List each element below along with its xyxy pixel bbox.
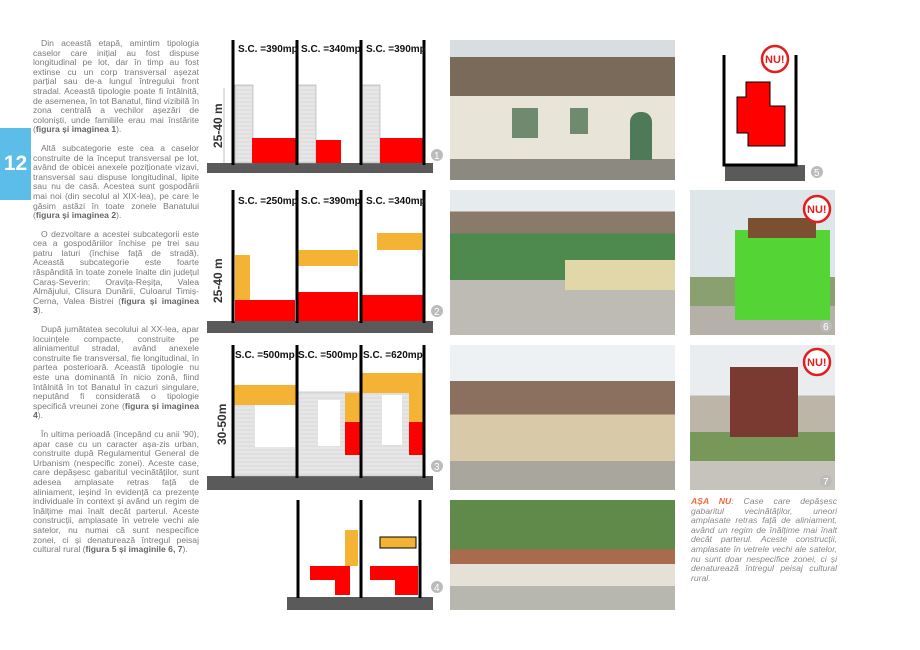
red-building bbox=[409, 422, 424, 455]
sc-label: S.C. =390mp bbox=[238, 44, 298, 55]
photo-7-badges bbox=[804, 349, 832, 488]
red-building bbox=[345, 422, 360, 455]
dimension-label: 30-50m bbox=[215, 403, 229, 445]
sc-label: S.C. =500mp bbox=[298, 350, 358, 361]
sc-label: S.C. =340mp bbox=[366, 196, 426, 207]
svg-text:NU!: NU! bbox=[807, 357, 827, 369]
orange-annex bbox=[234, 385, 296, 405]
svg-text:NU!: NU! bbox=[807, 204, 827, 216]
red-building bbox=[370, 566, 418, 595]
paragraph-2: Altă subcategorie este cea a caselor construite de la început transversal pe lot, având de obicei anexele poziționate vizavi, transversal sau dispuse longitudinal, lipite sau nu de casă. Acestea sunt gospodării mai noi (din secolul al XIX-lea), pe care le găsim astăzi în toate zonele Banatului (figura și imaginea 2). bbox=[33, 142, 199, 221]
svg-text:6: 6 bbox=[823, 322, 829, 333]
orange-annex bbox=[298, 250, 358, 266]
orange-annex bbox=[345, 393, 360, 422]
photo-6-badges bbox=[804, 196, 832, 333]
figure-2 bbox=[207, 190, 443, 333]
street-strip bbox=[287, 597, 433, 610]
street-strip bbox=[725, 165, 805, 181]
orange-annex bbox=[362, 373, 424, 393]
street-strip bbox=[207, 163, 433, 173]
red-building bbox=[252, 138, 296, 163]
sc-label: S.C. =390mp bbox=[366, 44, 426, 55]
svg-text:1: 1 bbox=[434, 151, 440, 162]
svg-text:2: 2 bbox=[434, 307, 440, 318]
svg-text:4: 4 bbox=[434, 583, 440, 594]
sc-label: S.C. =500mp bbox=[235, 350, 295, 361]
figure-4 bbox=[287, 500, 443, 610]
dimension-label: 25-40 m bbox=[211, 103, 225, 148]
svg-text:7: 7 bbox=[823, 477, 829, 488]
orange-annex bbox=[380, 537, 416, 548]
svg-text:3: 3 bbox=[434, 462, 440, 473]
svg-text:5: 5 bbox=[814, 168, 820, 179]
sc-label: S.C. =340mp bbox=[301, 44, 361, 55]
street-strip bbox=[207, 476, 433, 490]
orange-annex bbox=[235, 255, 250, 301]
note-highlight: AȘA NU bbox=[691, 496, 732, 506]
page-number: 12 bbox=[3, 152, 28, 175]
red-building bbox=[298, 292, 358, 321]
red-building bbox=[737, 82, 785, 146]
figure-3 bbox=[207, 345, 443, 490]
sc-label: S.C. =390mp bbox=[301, 196, 361, 207]
orange-annex bbox=[377, 233, 422, 250]
orange-annex bbox=[409, 393, 424, 422]
svg-text:NU!: NU! bbox=[765, 54, 785, 66]
red-building bbox=[362, 295, 423, 321]
sc-label: S.C. =250mp bbox=[238, 196, 298, 207]
red-building bbox=[235, 300, 295, 321]
paragraph-1: Din această etapă, amintim tipologia caselor care inițial au fost dispuse longitudinal pe lot, dar în timp au fost extinse cu un corp transversal așezat parțial sau de-a lungul întregului front stradal. Această tipologie poate fi întâlnită, de asemenea, în tot Banatul, fiind vizibilă în zona centrală a vechilor așezări de coloniști, unde familiile erau mai înstărite (figura și imaginea 1). bbox=[33, 38, 199, 135]
warning-note: AȘA NU: Case care depășesc gabaritul vecinătăților, uneori amplasate retras față de aliniament, având un regim de înălțime mai înalt decât parterul. Aceste construcții, amplasate în vetrele vechi ale satelor, nu sunt doar nespecifice zonei, ci și denaturează întregul peisaj cultural rural. bbox=[691, 496, 837, 583]
sc-label: S.C. =620mp bbox=[363, 350, 423, 361]
red-building bbox=[310, 566, 350, 595]
orange-annex bbox=[345, 530, 358, 566]
red-building bbox=[316, 140, 341, 163]
paragraph-5: În ultima perioadă (începând cu anii '90), apar case cu un caracter așa-zis urban, construite după Regulamentul General de Urbanism (nespecific zonei). Aceste case, care depășesc gabaritul vecinătăților, sunt adesea amplasate retras față de aliniament, ieșind în evidență ca prezențe individuale în context și având un regim de înălțime mai înalt decât parterul. Aceste construcții, amplasate în vetrele vechi ale satelor, nu numai că sunt nespecifice zonei, ci și denaturează întregul peisaj cultural rural (figura 5 și imaginile 6, 7). bbox=[33, 428, 199, 555]
paragraph-4: După jumătatea secolului al XX-lea, apar locuințele compacte, construite pe aliniamentul stradal, având anexele construite fie transversal, fie longitudinal, în partea posterioară. Această tipologie nu este una dominantă în nicio zonă, fiind întâlnită în tot Banatul în cazuri singulare, neputând fi considerată o tipologie specifică vreunei zone (figura și imaginea 4). bbox=[33, 324, 199, 421]
dimension-label: 25-40 m bbox=[211, 258, 225, 303]
red-building bbox=[380, 138, 423, 163]
paragraph-3: O dezvoltare a acestei subcategorii este cea a gospodăriilor închise pe trei sau patru laturi (închise față de stradă). Această subcategorie este foarte răspândită în toate zonele înalte din județul Caraș-Severin: Oravița-Reșița, Valea Almăjului, Clisura Dunării, Culoarul Timiș-Cerna, Valea Bistrei (figura și imaginea 3). bbox=[33, 228, 199, 316]
figure-5 bbox=[724, 46, 823, 181]
street-strip bbox=[207, 321, 433, 333]
figure-1 bbox=[207, 40, 443, 173]
